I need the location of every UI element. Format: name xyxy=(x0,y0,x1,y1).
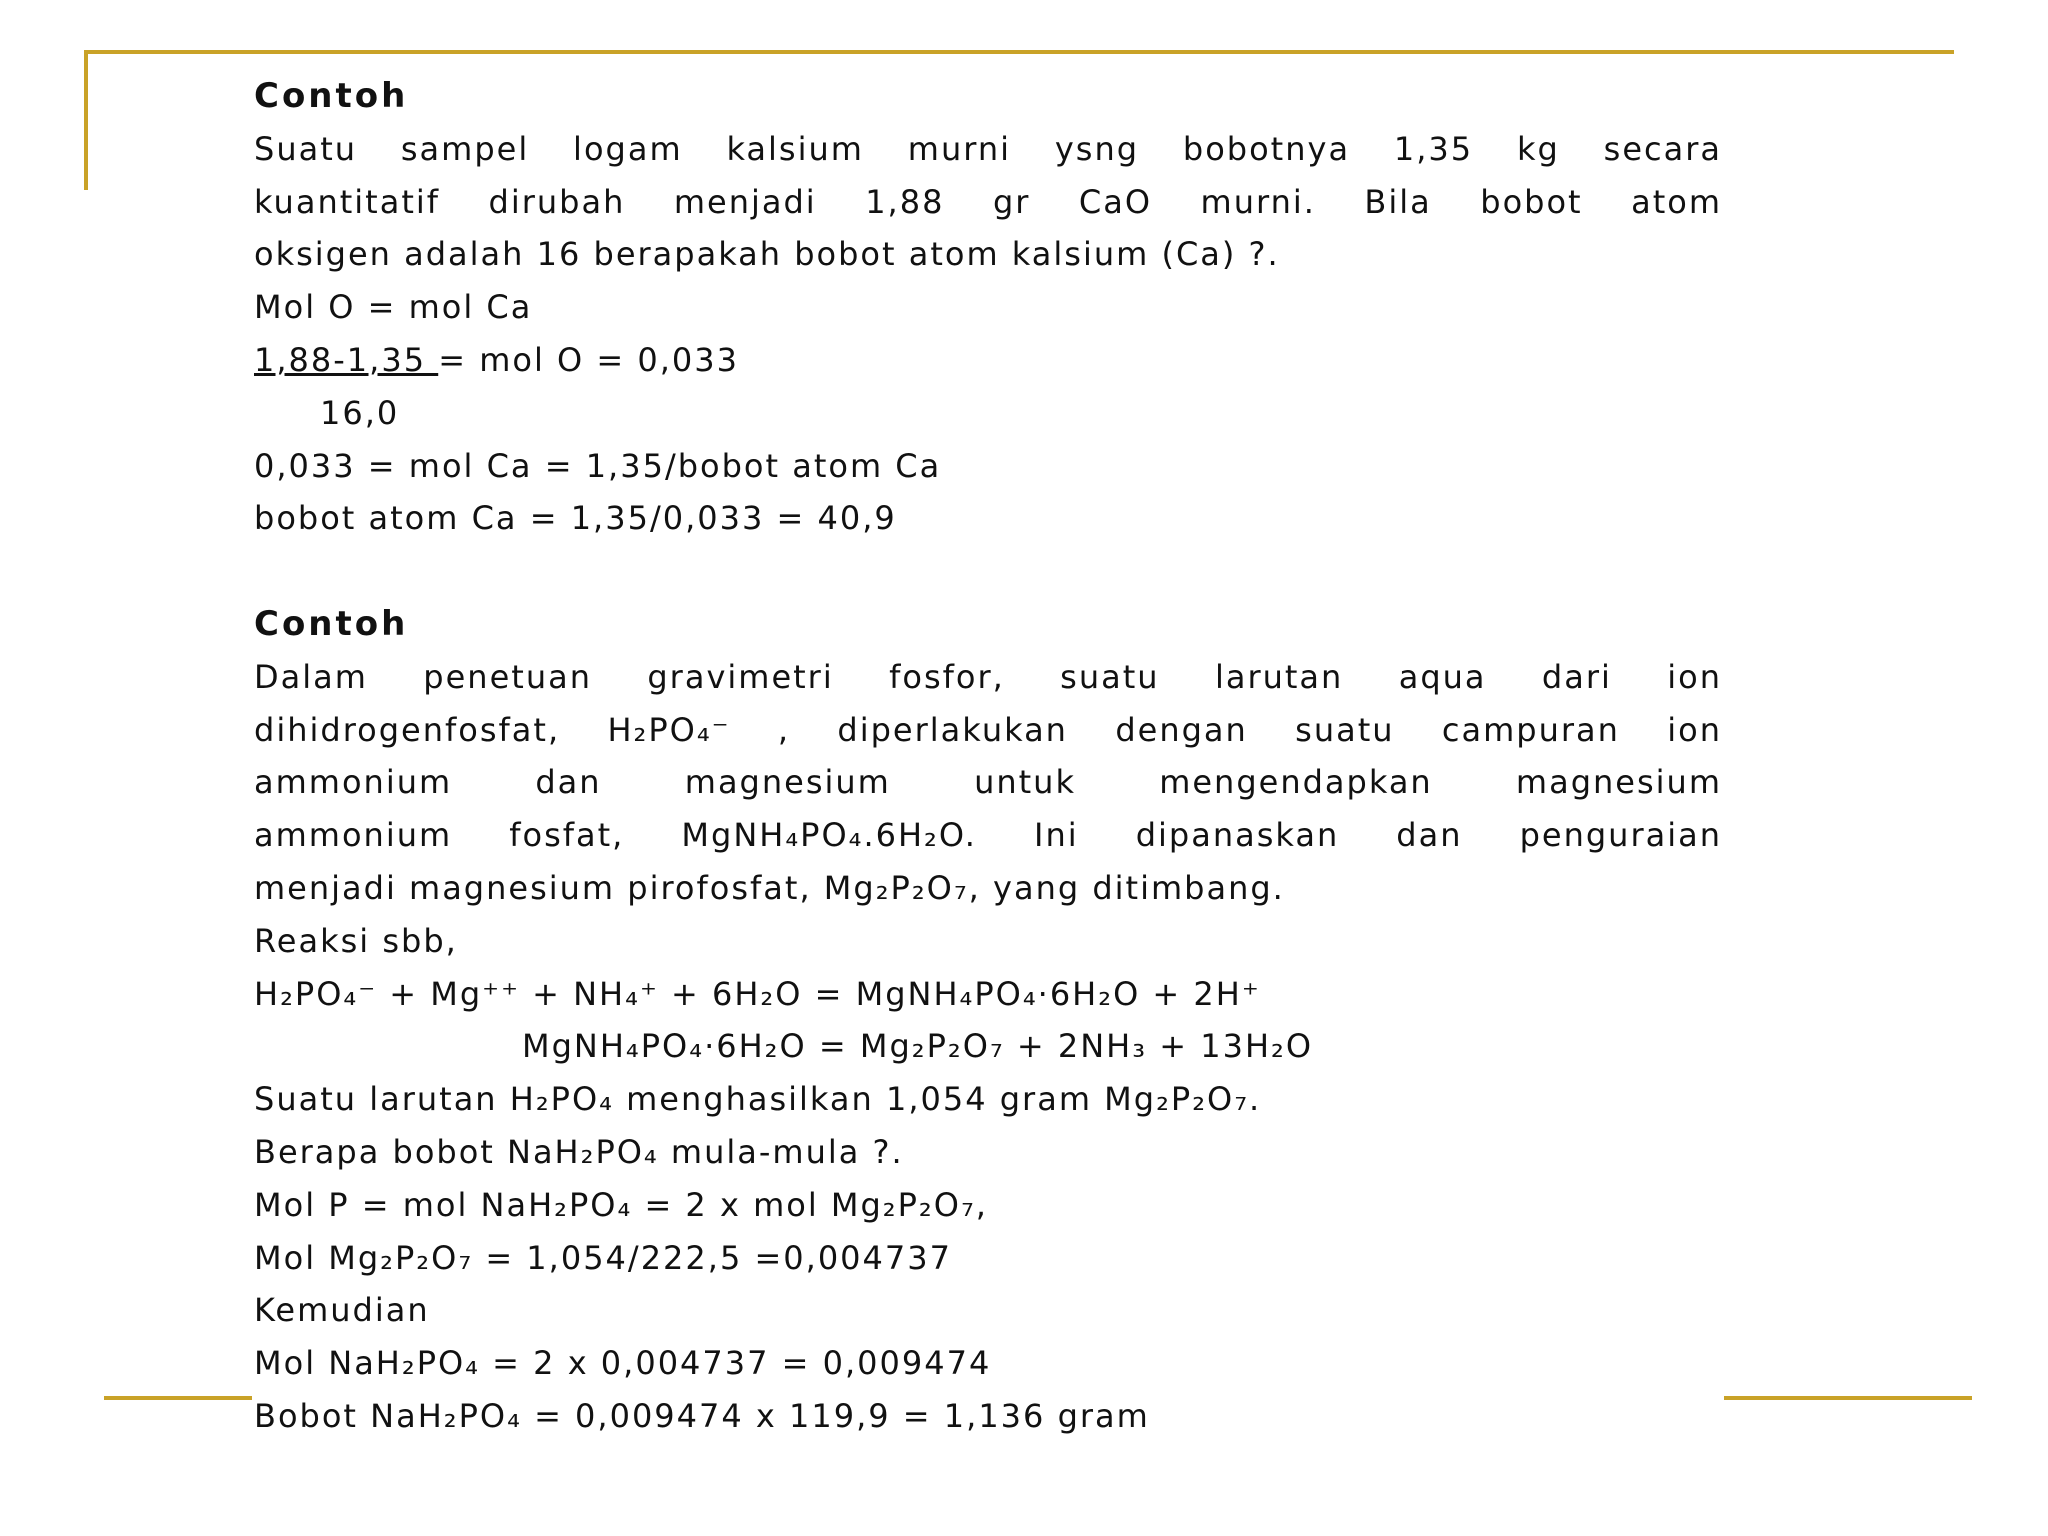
top-accent-rule xyxy=(84,50,1954,54)
example2-reaction-2: MgNH₄PO₄·6H₂O = Mg₂P₂O₇ + 2NH₃ + 13H₂O xyxy=(522,1027,1314,1066)
example1-paragraph-line-3: oksigen adalah 16 berapakah bobot atom kalsium (Ca) ?. xyxy=(254,235,1280,274)
example2-paragraph-line-3: ammonium dan magnesium untuk mengendapkan magnesium xyxy=(254,763,1722,802)
example2-reaction-label: Reaksi sbb, xyxy=(254,921,458,960)
bottom-right-accent-rule xyxy=(1724,1396,1972,1400)
example2-calc-line-6: Mol NaH₂PO₄ = 2 x 0,004737 = 0,009474 xyxy=(254,1344,992,1383)
slide-content xyxy=(254,70,1722,1443)
example2-paragraph-line-1: Dalam penetuan gravimetri fosfor, suatu larutan aqua dari ion xyxy=(254,657,1722,696)
example1-equation-3: 0,033 = mol Ca = 1,35/bobot atom Ca xyxy=(254,446,942,485)
example2-paragraph-line-2: dihidrogenfosfat, H₂PO₄⁻ , diperlakukan dengan suatu campuran ion xyxy=(254,710,1722,749)
example2-calc-line-7: Bobot NaH₂PO₄ = 0,009474 x 119,9 = 1,136 gram xyxy=(254,1396,1150,1435)
left-accent-rule xyxy=(84,50,88,190)
example1-paragraph-line-2: kuantitatif dirubah menjadi 1,88 gr CaO murni. Bila bobot atom xyxy=(254,182,1722,221)
bottom-left-accent-rule xyxy=(104,1396,252,1400)
example2-calc-line-3: Mol P = mol NaH₂PO₄ = 2 x mol Mg₂P₂O₇, xyxy=(254,1185,988,1224)
example2-calc-line-1: Suatu larutan H₂PO₄ menghasilkan 1,054 gram Mg₂P₂O₇. xyxy=(254,1080,1262,1119)
example2-calc-line-4: Mol Mg₂P₂O₇ = 1,054/222,5 =0,004737 xyxy=(254,1238,952,1277)
example2-heading: Contoh xyxy=(254,603,409,644)
example2-calc-line-5: Kemudian xyxy=(254,1291,430,1330)
example1-equation-2 xyxy=(254,334,1722,387)
example1-heading: Contoh xyxy=(254,76,409,116)
example2-calc-line-2: Berapa bobot NaH₂PO₄ mula-mula ?. xyxy=(254,1132,904,1171)
example2-reaction-1: H₂PO₄⁻ + Mg⁺⁺ + NH₄⁺ + 6H₂O = MgNH₄PO₄·6H₂O + 2H⁺ xyxy=(254,974,1261,1013)
example1-equation-2-rest: = mol O = 0,033 xyxy=(438,340,739,379)
example2-paragraph-line-5: menjadi magnesium pirofosfat, Mg₂P₂O₇, yang ditimbang. xyxy=(254,868,1285,907)
example1-fraction-numerator: 1,88-1,35 xyxy=(254,340,439,379)
example1-equation-4: bobot atom Ca = 1,35/0,033 = 40,9 xyxy=(254,499,897,538)
example1-paragraph-line-1: Suatu sampel logam kalsium murni ysng bobotnya 1,35 kg secara xyxy=(254,129,1722,168)
example1-fraction-denominator: 16,0 xyxy=(320,393,400,432)
section-spacer xyxy=(254,545,1722,598)
example1-equation-1: Mol O = mol Ca xyxy=(254,288,533,327)
example2-paragraph-line-4: ammonium fosfat, MgNH₄PO₄.6H₂O. Ini dipanaskan dan penguraian xyxy=(254,816,1722,855)
